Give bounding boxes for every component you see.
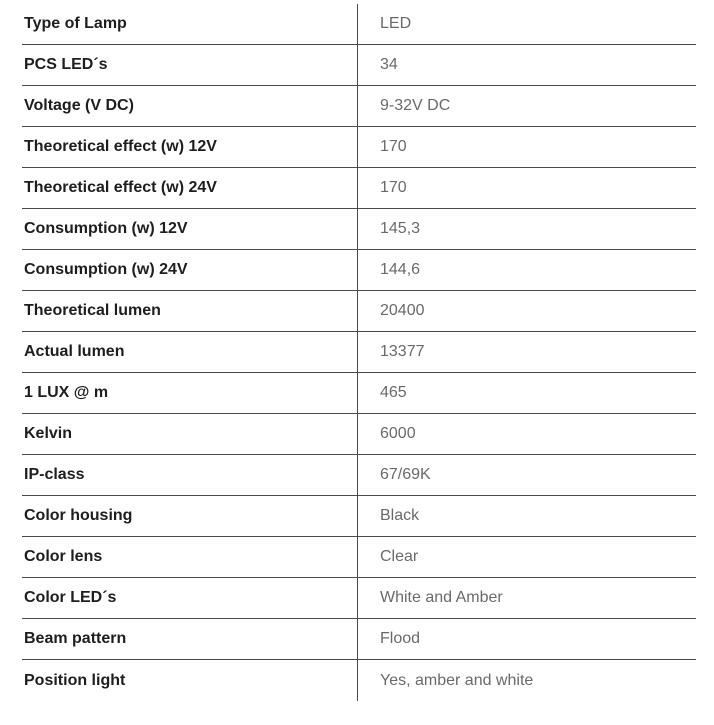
row-label: Position light — [22, 660, 358, 701]
row-label: IP-class — [22, 455, 358, 495]
table-row — [22, 537, 696, 578]
row-value: 170 — [380, 138, 407, 155]
table-row — [22, 86, 696, 127]
row-value: 6000 — [380, 425, 416, 442]
row-value: 144,6 — [380, 261, 421, 278]
row-value: 67/69K — [380, 466, 431, 483]
row-label: Kelvin — [22, 414, 358, 454]
row-label: Voltage (V DC) — [22, 86, 358, 126]
row-value: 170 — [380, 179, 407, 196]
table-row — [22, 332, 696, 373]
row-value: 145,3 — [380, 220, 421, 237]
table-row — [22, 578, 696, 619]
row-label: Consumption (w) 24V — [22, 250, 358, 290]
row-label: Color housing — [22, 496, 358, 536]
table-row — [22, 45, 696, 86]
row-label: PCS LED´s — [22, 45, 358, 85]
table-row — [22, 496, 696, 537]
table-row — [22, 455, 696, 496]
table-row — [22, 250, 696, 291]
row-value: Flood — [380, 630, 421, 647]
row-label: Beam pattern — [22, 619, 358, 659]
row-label: Type of Lamp — [22, 4, 358, 44]
table-row — [22, 4, 696, 45]
table-row — [22, 209, 696, 250]
table-row — [22, 168, 696, 209]
row-value: 13377 — [380, 343, 425, 360]
row-value: Yes, amber and white — [380, 671, 534, 689]
row-label: Color lens — [22, 537, 358, 577]
row-label: Theoretical effect (w) 12V — [22, 127, 358, 167]
row-label: Theoretical lumen — [22, 291, 358, 331]
table-row — [22, 414, 696, 455]
row-label: Actual lumen — [22, 332, 358, 372]
table-row — [22, 619, 696, 660]
table-row — [22, 127, 696, 168]
row-label: Theoretical effect (w) 24V — [22, 168, 358, 208]
row-value: Clear — [380, 548, 419, 565]
table-row — [22, 291, 696, 332]
row-value: 34 — [380, 56, 398, 73]
spec-table — [22, 4, 696, 701]
row-label: 1 LUX @ m — [22, 373, 358, 413]
row-value: LED — [380, 15, 412, 32]
row-label: Consumption (w) 12V — [22, 209, 358, 249]
table-row — [22, 660, 696, 701]
row-value: Black — [380, 507, 420, 524]
row-value: 9-32V DC — [380, 97, 451, 114]
row-value: 20400 — [380, 302, 425, 319]
row-value: 465 — [380, 384, 407, 401]
row-value: White and Amber — [380, 589, 503, 606]
row-label: Color LED´s — [22, 578, 358, 618]
table-row — [22, 373, 696, 414]
